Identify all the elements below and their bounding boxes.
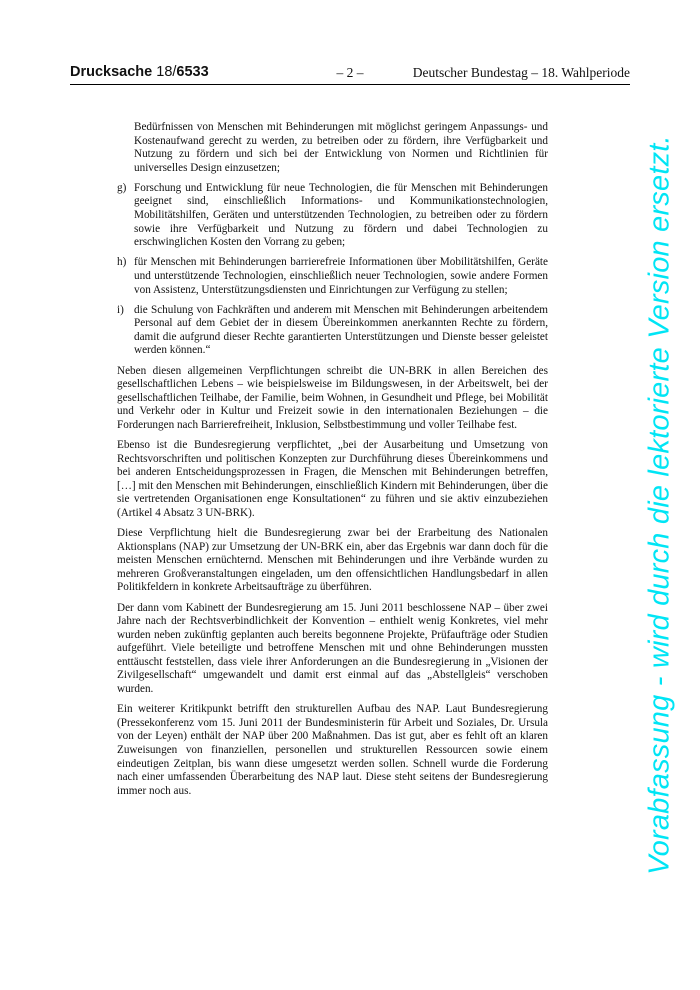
list-item-h (117, 256, 548, 297)
list-item-letter: i) (117, 303, 124, 316)
doc-number: 6533 (176, 64, 209, 80)
list-item-g (117, 182, 548, 250)
continued-list-text: Bedürfnissen von Menschen mit Behinderungen mit möglichst geringem Anpassungs- und Kostenaufwand gerecht zu werden, zu betreiben oder zu fördern, ihre Verfügbarkeit und Nutzung zu fördern und sich bei der Entwicklung von Normen und Richtlinien für universelles Design einzusetzen; (134, 121, 548, 174)
paragraph: Diese Verpflichtung hielt die Bundesregierung zwar bei der Erarbeitung des Nationalen Aktionsplans (NAP) zur Umsetzung der UN-BRK ein, aber das Ergebnis war dann doch für die meisten Menschen ernüchternd. Menschen mit Behinderungen und ihre Verbände wurden zu mehreren Großveranstaltungen eingeladen, um den offensichtlichen Handlungsbedarf in allen Politikfeldern in konkrete Arbeitsaufträge zu überführen. (117, 527, 548, 594)
list-item-text: Forschung und Entwicklung für neue Technologien, die für Menschen mit Behinderungen geeignet sind, einschließlich Informations- und Kommunikationstechnologien, Mobilitätshilfen, Geräten und unterstützenden Technologien, zu betreiben oder zu fördern sowie ihre Verfügbarkeit und Nutzung zu fördern und dabei Technologien zu erschwinglichen Kosten den Vorrang zu geben; (134, 181, 548, 249)
list-item-letter: g) (117, 181, 127, 194)
paragraph: Neben diesen allgemeinen Verpflichtungen schreibt die UN-BRK in allen Bereichen des gesellschaftlichen Lebens – wie beispielsweise im Bildungswesen, in der Arbeitswelt, bei der gesellschaftlichen Teilhabe, der Familie, beim Wohnen, in Gesundheit und Pflege, bei Mobilität und Verkehr oder in Kultur und Freizeit sowie in den internationalen Beziehungen – die Forderungen nach Barrierefreiheit, Inklusion, Selbstbestimmung und voller Teilhabe fest. (117, 364, 548, 431)
document-body (117, 121, 548, 805)
page-number: – 2 – (336, 65, 364, 80)
list-item-text: für Menschen mit Behinderungen barrierefreie Informationen über Mobilitätshilfen, Geräte und unterstützende Technologien, einschließlich neuer Technologien, sowie andere Formen von Assistenz, Unterstützungsdiensten und Einrichtungen zur Verfügung zu stellen; (134, 256, 548, 296)
paragraph: Ebenso ist die Bundesregierung verpflichtet, „bei der Ausarbeitung und Umsetzung von Rechtsvorschriften und politischen Konzepten zur Durchführung dieses Übereinkommens und bei anderen Entscheidungsprozessen in Fragen, die Menschen mit Behinderungen betreffen, […] mit den Menschen mit Behinderungen, einschließlich Kindern mit Behinderungen, über die sie vertretenden Organisationen enge Konsultationen“ zu führen und sie aktiv einzubeziehen (Artikel 4 Absatz 3 UN-BRK). (117, 438, 548, 519)
draft-watermark: Vorabfassung - wird durch die lektorierte Version ersetzt. (643, 135, 676, 875)
doc-session: 18/ (156, 64, 177, 80)
paragraph: Ein weiterer Kritikpunkt betrifft den strukturellen Aufbau des NAP. Laut Bundesregierung (Pressekonferenz vom 15. Juni 2011 der Bundesministerin für Arbeit und Soziales, Dr. Ursula von der Leyen) enthält der NAP über 200 Maßnahmen. Das ist gut, aber es fehlt oft an klaren Zuweisungen von finanziellen, personellen und strukturellen Ressourcen sowie einem eindeutigen Zeitplan, bis wann diese umgesetzt werden sollen. Schnell wurde die Forderung nach einer umfassenden Überarbeitung des NAP laut. Diese steht seitens der Bundesregierung immer noch aus. (117, 703, 548, 797)
doc-label: Drucksache (70, 64, 153, 80)
list-item-i (117, 304, 548, 358)
list-item-text: die Schulung von Fachkräften und anderem mit Menschen mit Behinderungen arbeitendem Personal auf dem Gebiet der in diesem Übereinkommen anerkannten Rechte zu fördern, damit die aufgrund dieser Rechte garantierten Unterstützungen und Dienste besser geleistet werden können.“ (134, 303, 548, 357)
institution-label: Deutscher Bundestag – 18. Wahlperiode (412, 65, 630, 80)
paragraph: Der dann vom Kabinett der Bundesregierung am 15. Juni 2011 beschlossene NAP – über zwei Jahre nach der Rechtsverbindlichkeit der Konvention – enthielt wenig Konkretes, viel mehr wurden neben zukünftig geplanten auch bereits begonnene Projekte, Prüfaufträge oder Studien aufgeführt. Viele beteiligte und betroffene Menschen mit und ohne Behinderungen mussten enttäuscht feststellen, dass viele ihrer Anforderungen an die Bundesregierung in „Visionen der Zivilgesellschaft“ umgewandelt und damit erst einmal auf das „Abstellgleis“ verschoben wurden. (117, 601, 548, 696)
list-item-letter: h) (117, 256, 127, 269)
page-header (70, 64, 630, 85)
